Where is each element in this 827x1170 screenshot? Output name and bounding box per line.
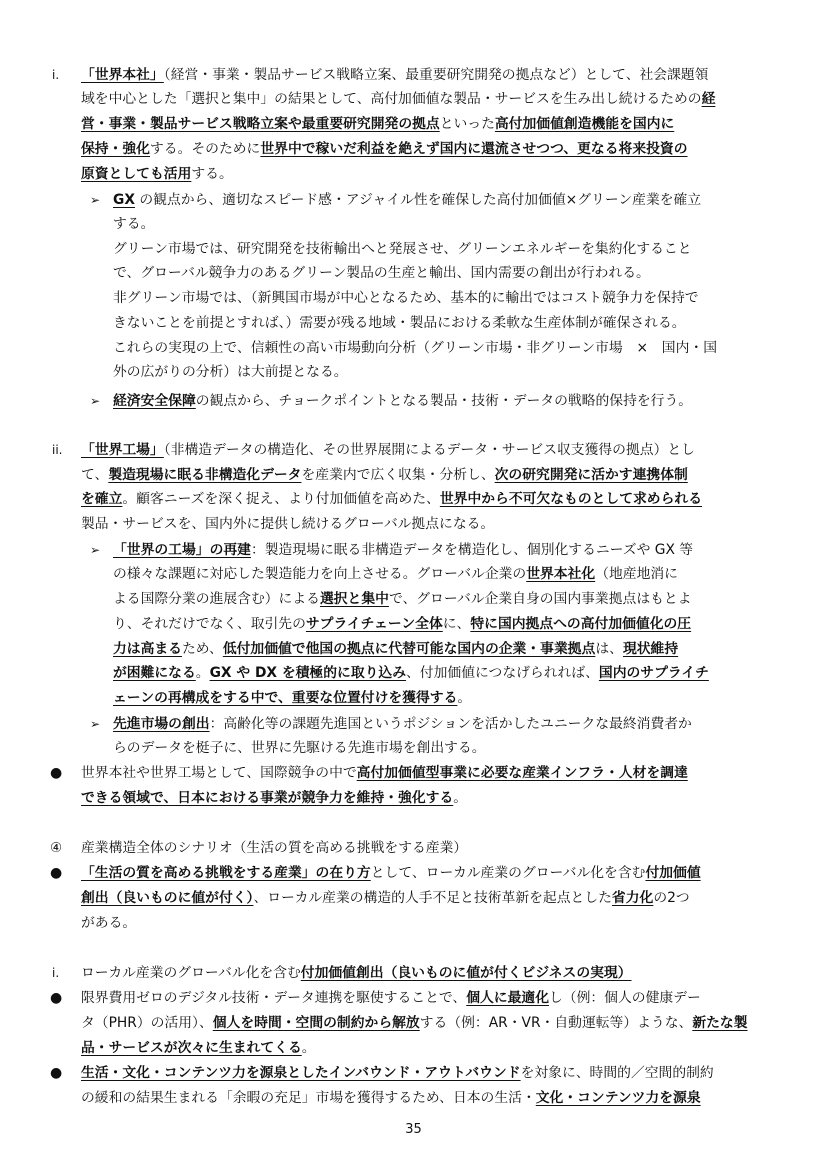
emphasized-text: 付加価値創出（良いものに値が付くビジネスの実現）	[300, 965, 632, 981]
emphasized-text: 省力化	[611, 890, 654, 906]
emphasized-text: 創出（良いものに値が付く）	[81, 890, 254, 906]
text-line	[0, 1011, 827, 1035]
text-line	[0, 336, 827, 360]
list-marker: i.	[52, 966, 60, 980]
line-text	[81, 137, 775, 161]
line-text	[113, 188, 775, 212]
emphasized-text: 高付加価値創造機能を国内に	[494, 116, 675, 132]
line-text	[113, 261, 775, 285]
emphasized-text: サプライチェーン全体	[305, 616, 443, 632]
text-line	[0, 761, 827, 785]
text-segment: で、グローバル競争力のあるグリーン製品の生産と輸出、国内需要の創出が行われる。	[113, 265, 650, 281]
text-segment: といった	[439, 116, 495, 132]
line-text	[81, 1011, 775, 1035]
text-line	[0, 286, 827, 310]
line-text	[81, 438, 775, 462]
emphasized-text: 先進市場の創出	[113, 716, 210, 732]
text-segment: ：製造現場に眠る非構造データを構造化し、個別化するニーズや GX 等	[250, 542, 694, 558]
line-text	[81, 512, 775, 536]
text-segment: 限界費用ゼロのデジタル技術・データ連携を駆使することで、	[81, 990, 467, 1006]
text-line	[0, 911, 827, 935]
line-text	[81, 911, 775, 935]
text-segment: 。	[301, 1040, 316, 1056]
emphasized-text: 「世界の工場」の再建	[113, 542, 251, 558]
text-segment: 。	[453, 790, 468, 806]
text-segment: らのデータを梃子に、世界に先駆ける先進市場を創出する。	[113, 740, 486, 756]
emphasized-text: 経済安全保障	[113, 393, 196, 409]
list-marker: ●	[50, 865, 63, 881]
text-segment: 。顧客ニーズを深く捉え、より付加価値を高めた、	[122, 491, 440, 507]
line-text	[113, 562, 775, 586]
text-segment: の様々な課題に対応した製造能力を向上させる。グローバル企業の	[113, 566, 527, 582]
text-line	[0, 1061, 827, 1085]
line-text	[113, 686, 775, 710]
text-segment: タ（PHR）の活用）、	[81, 1015, 213, 1031]
text-segment: し（例：個人の健康デー	[549, 990, 701, 1006]
text-line	[0, 1086, 827, 1110]
line-text	[81, 1086, 775, 1110]
emphasized-text: GX	[113, 192, 135, 208]
line-text	[113, 637, 775, 661]
emphasized-text: 低付加価値で他国の拠点に代替可能な国内の企業・事業拠点	[222, 641, 596, 657]
emphasized-text: 現状維持	[622, 641, 679, 657]
text-segment: の観点から、適切なスピード感・アジャイル性を確保した高付加価値×グリーン産業を確立	[134, 192, 702, 208]
text-line	[0, 861, 827, 885]
list-marker: ④	[50, 840, 63, 856]
line-text	[81, 886, 775, 910]
line-text	[81, 463, 775, 487]
text-line	[0, 463, 827, 487]
line-text	[113, 311, 775, 335]
emphasized-text: を確立	[81, 491, 123, 507]
list-marker: ●	[50, 765, 63, 781]
text-segment: よる国際分業の進展含む）による	[113, 591, 320, 607]
line-text	[113, 661, 775, 685]
emphasized-text: 新たな製	[692, 1015, 748, 1031]
text-segment: り、それだけでなく、取引先の	[113, 616, 306, 632]
emphasized-text: 国内のサプライチ	[598, 665, 709, 681]
text-line	[0, 562, 827, 586]
line-text	[81, 861, 775, 885]
line-text	[113, 336, 775, 360]
line-text	[113, 360, 775, 384]
text-segment: ：高齢化等の課題先進国というポジションを活かしたユニークな最終消費者か	[209, 716, 692, 732]
emphasized-text: 選択と集中	[319, 591, 389, 607]
emphasized-text: 個人に最適化	[466, 990, 549, 1006]
text-line	[0, 786, 827, 810]
text-line	[0, 886, 827, 910]
text-line	[0, 87, 827, 111]
text-line	[0, 438, 827, 462]
text-line	[0, 512, 827, 536]
line-text	[113, 712, 775, 736]
emphasized-text: ェーンの再構成をする中で、重要な位置付けを獲得する	[113, 690, 458, 706]
line-text	[81, 986, 775, 1010]
list-marker: ➢	[90, 717, 101, 731]
emphasized-text: 「世界工場」	[81, 442, 164, 458]
line-text	[113, 212, 775, 236]
text-line	[0, 237, 827, 261]
text-segment: がある。	[81, 915, 137, 931]
text-segment: これらの実現の上で、信頼性の高い市場動向分析（グリーン市場・非グリーン市場 × 国内・国	[113, 340, 717, 356]
text-line	[0, 686, 827, 710]
text-line	[0, 261, 827, 285]
text-segment: （地産地消に	[595, 566, 678, 582]
text-segment: 製品・サービスを、国内外に提供し続けるグローバル拠点になる。	[81, 516, 495, 532]
emphasized-text: 個人を時間・空間の制約から解放	[212, 1015, 420, 1031]
emphasized-text: 「生活の質を高める挑戦をする産業」の在り方	[81, 865, 371, 881]
line-text	[81, 112, 775, 136]
line-text	[113, 389, 775, 413]
emphasized-text: 次の研究開発に活かす連携体制	[494, 467, 688, 483]
line-text	[81, 1061, 775, 1085]
emphasized-text: 高付加価値型事業に必要な産業インフラ・人材を調達	[356, 765, 688, 781]
line-text	[81, 162, 775, 186]
text-segment: で、グローバル企業自身の国内事業拠点はもとよ	[388, 591, 692, 607]
line-text	[113, 237, 775, 261]
emphasized-text: 品・サービスが次々に生まれてくる	[81, 1040, 302, 1056]
line-text	[113, 538, 775, 562]
text-line	[0, 360, 827, 384]
emphasized-text: 保持・強化	[81, 141, 150, 157]
line-text	[113, 612, 775, 636]
text-segment: （経営・事業・製品サービス戦略立案、最重要研究開発の拠点など）として、社会課題領	[163, 67, 709, 83]
emphasized-text: が困難になる	[113, 665, 196, 681]
text-segment: 。	[195, 665, 210, 681]
line-text	[81, 836, 775, 860]
text-line	[0, 212, 827, 236]
text-line	[0, 389, 827, 413]
emphasized-text: 力は高まる	[113, 641, 182, 657]
text-segment: に、	[442, 616, 471, 632]
text-segment: 、ローカル産業の構造的人手不足と技術革新を起点とした	[253, 890, 612, 906]
text-segment: する。	[191, 166, 233, 182]
emphasized-text: 特に国内拠点への高付加価値化の圧	[470, 616, 692, 632]
text-line	[0, 736, 827, 760]
text-segment: 。	[457, 690, 472, 706]
emphasized-text: 原資としても活用	[81, 166, 192, 182]
text-segment: ローカル産業のグローバル化を含む	[81, 965, 301, 981]
text-segment: ため、	[181, 641, 223, 657]
text-line	[0, 612, 827, 636]
text-line	[0, 637, 827, 661]
text-segment: グリーン市場では、研究開発を技術輸出へと発展させ、グリーンエネルギーを集約化すること	[113, 241, 692, 257]
emphasized-text: 経	[701, 91, 716, 107]
list-marker: ●	[50, 1065, 63, 1081]
text-segment: として、ローカル産業のグローバル化を含む	[370, 865, 646, 881]
emphasized-text: 営・事業・製品サービス戦略立案や最重要研究開発の拠点	[81, 116, 440, 132]
text-segment: 世界本社や世界工場として、国際競争の中で	[81, 765, 357, 781]
text-segment: 非グリーン市場では、（新興国市場が中心となるため、基本的に輸出ではコスト競争力を保持で	[113, 290, 699, 306]
emphasized-text: できる領域で、日本における事業が競争力を維持・強化する	[81, 790, 454, 806]
text-line	[0, 162, 827, 186]
text-line	[0, 712, 827, 736]
text-line	[0, 961, 827, 985]
text-segment: する。	[113, 216, 155, 232]
text-line	[0, 188, 827, 212]
emphasized-text: 「世界本社」	[81, 67, 164, 83]
emphasized-text: GX や DX を積極的に取り込み	[209, 665, 407, 681]
line-text	[81, 63, 775, 87]
line-text	[81, 961, 775, 985]
line-text	[81, 1036, 775, 1060]
text-line	[0, 487, 827, 511]
text-segment: 、付加価値につなげられれば、	[406, 665, 599, 681]
text-segment: は、	[595, 641, 623, 657]
text-line	[0, 137, 827, 161]
text-segment: を対象に、時間的／空間的制約	[520, 1065, 714, 1081]
line-text	[113, 736, 775, 760]
line-text	[113, 587, 775, 611]
list-marker: ➢	[90, 394, 101, 408]
line-text	[81, 786, 775, 810]
text-segment: て、	[81, 467, 109, 483]
emphasized-text: 世界中から不可欠なものとして求められる	[439, 491, 702, 507]
text-segment: する（例：AR・VR・自動運転等）ような、	[419, 1015, 693, 1031]
text-segment: を産業内で広く収集・分析し、	[301, 467, 495, 483]
text-line	[0, 587, 827, 611]
text-segment: する。そのために	[149, 141, 261, 157]
emphasized-text: 世界中で稼いだ利益を絶えず国内に還流させつつ、更なる将来投資の	[260, 141, 688, 157]
line-text	[81, 87, 775, 111]
text-line	[0, 836, 827, 860]
text-line	[0, 1036, 827, 1060]
emphasized-text: 付加価値	[645, 865, 701, 881]
text-segment: の2つ	[653, 890, 690, 906]
text-segment: 外の広がりの分析）は大前提となる。	[113, 364, 348, 380]
text-line	[0, 538, 827, 562]
line-text	[113, 286, 775, 310]
text-segment: （非構造データの構造化、その世界展開によるデータ・サービス収支獲得の拠点）とし	[163, 442, 695, 458]
text-line	[0, 986, 827, 1010]
line-text	[81, 487, 775, 511]
text-line	[0, 311, 827, 335]
list-marker: i.	[52, 68, 60, 82]
page-number: 35	[405, 1122, 422, 1137]
text-line	[0, 63, 827, 87]
text-segment: 域を中心とした「選択と集中」の結果として、高付加価値な製品・サービスを生み出し続けるための	[81, 91, 702, 107]
text-line	[0, 661, 827, 685]
text-segment: の観点から、チョークポイントとなる製品・技術・データの戦略的保持を行う。	[195, 393, 693, 409]
emphasized-text: 製造現場に眠る非構造化データ	[108, 467, 302, 483]
list-marker: ➢	[90, 543, 101, 557]
emphasized-text: 生活・文化・コンテンツ力を源泉としたインバウンド・アウトバウンド	[81, 1065, 521, 1081]
emphasized-text: 文化・コンテンツ力を源泉	[535, 1090, 701, 1106]
text-line	[0, 112, 827, 136]
emphasized-text: 世界本社化	[526, 566, 596, 582]
list-marker: ➢	[90, 193, 101, 207]
text-segment: の緩和の結果生まれる「余暇の充足」市場を獲得するため、日本の生活・	[81, 1090, 536, 1106]
line-text	[81, 761, 775, 785]
list-marker: ●	[50, 990, 63, 1006]
text-segment: 産業構造全体のシナリオ（生活の質を高める挑戦をする産業）	[81, 840, 468, 856]
list-marker: ii.	[52, 443, 63, 457]
text-segment: きないことを前提とすれば、）需要が残る地域・製品における柔軟な生産体制が確保される。	[113, 315, 686, 331]
